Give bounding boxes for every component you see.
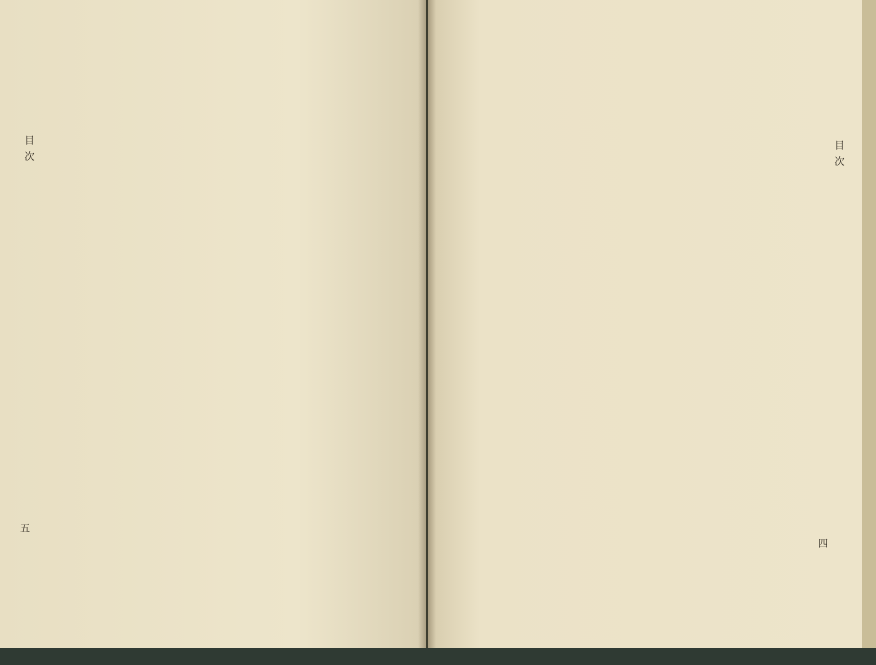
cover-edge — [0, 648, 876, 665]
right-running-header: 目次 — [832, 140, 843, 172]
right-page — [428, 0, 862, 652]
page-edge — [862, 0, 876, 665]
left-folio: 五 — [20, 524, 30, 535]
left-running-header: 目次 — [22, 135, 33, 167]
right-folio: 四 — [818, 539, 828, 550]
book-gutter — [418, 0, 436, 652]
left-page — [0, 0, 426, 652]
